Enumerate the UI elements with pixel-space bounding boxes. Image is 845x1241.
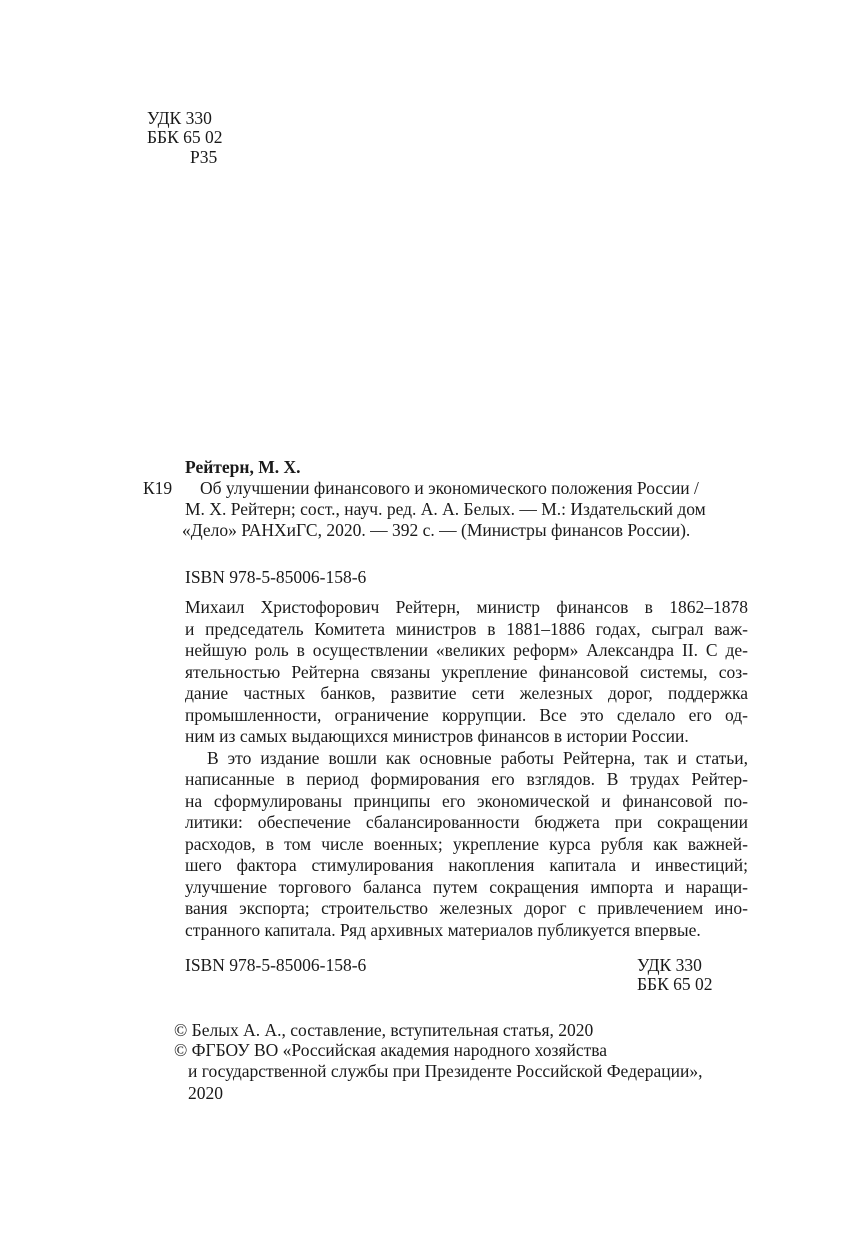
isbn: ISBN 978-5-85006-158-6 [185, 567, 367, 587]
annotation-line: шего фактора стимулирования накопления капитала и инвестиций; [185, 855, 748, 875]
annotation-line: странного капитала. Ряд архивных материалов публикуется впервые. [185, 919, 701, 940]
copyright-publisher: © ФГБОУ ВО «Российская академия народного хозяйства [174, 1040, 608, 1060]
annotation-line: написанные в период формирования его взглядов. В трудах Рейтер- [185, 769, 748, 789]
annotation-line: промышленности, ограничение коррупции. Все это сделало его од- [185, 704, 748, 725]
bbk-top: ББК 65 02 [147, 127, 223, 147]
copyright-compiler: © Белых А. А., составление, вступительная статья, 2020 [174, 1020, 594, 1040]
annotation-line: Михаил Христофорович Рейтерн, министр финансов в 1862–1878 [185, 597, 748, 617]
annotation-line: на сформулированы принципы его экономической и финансовой по- [185, 790, 748, 811]
annotation-line: В это издание вошли как основные работы Рейтерна, так и статьи, [207, 747, 748, 768]
annotation-line: дание частных банков, развитие сети железных дорог, поддержка [185, 683, 748, 703]
footer-isbn: ISBN 978-5-85006-158-6 [185, 955, 367, 975]
annotation-line: ятельностью Рейтерна связаны укрепление финансовой системы, соз- [185, 661, 748, 682]
author-code: К19 [143, 478, 173, 498]
annotation-line: улучшение торгового баланса путем сокращения импорта и наращи- [185, 876, 748, 897]
author-heading: Рейтерн, М. Х. [185, 457, 301, 477]
annotation-line: литики: обеспечение сбалансированности бюджета при сокращении [185, 812, 748, 832]
annotation-line: ним из самых выдающихся министров финансов в истории России. [185, 726, 689, 746]
annotation-line: расходов, в том числе военных; укрепление курса рубля как важней- [185, 833, 748, 854]
annotation [185, 597, 748, 941]
bib-line: «Дело» РАНХиГС, 2020. — 392 с. — (Министры финансов России). [182, 520, 691, 540]
annotation-line: вания экспорта; строительство железных дорог с привлечением ино- [185, 898, 748, 918]
annotation-line: и председатель Комитета министров в 1881–1886 годах, сыграл важ- [185, 618, 748, 639]
author-mark: Р35 [190, 147, 218, 167]
copyright-year: 2020 [188, 1083, 223, 1103]
bib-line: М. Х. Рейтерн; сост., науч. ред. А. А. Белых. — М.: Издательский дом [185, 499, 706, 519]
udk-top: УДК 330 [147, 108, 212, 128]
copyright-publisher: и государственной службы при Президенте Российской Федерации», [188, 1061, 703, 1081]
footer-bbk: ББК 65 02 [637, 974, 713, 994]
footer-udk: УДК 330 [637, 955, 702, 975]
bib-line: Об улучшении финансового и экономического положения России / [200, 478, 699, 498]
annotation-line: нейшую роль в осуществлении «великих реформ» Александра II. С де- [185, 640, 748, 660]
